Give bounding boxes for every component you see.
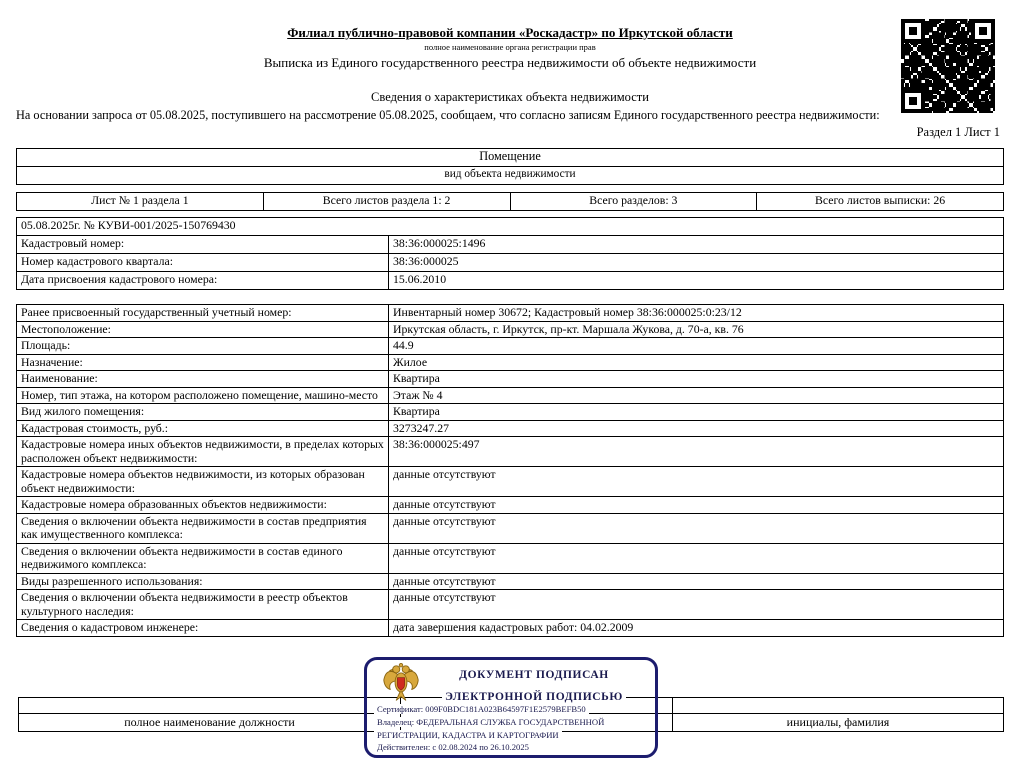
org-title: Филиал публично-правовой компании «Роскадастр» по Иркутской области xyxy=(287,25,733,40)
row-label: Сведения о включении объекта недвижимости в состав предприятия как имущественного комплекса: xyxy=(17,513,389,543)
table-row xyxy=(17,513,1004,543)
row-value: 44.9 xyxy=(389,338,1004,355)
row-label: Кадастровые номера объектов недвижимости, из которых образован объект недвижимости: xyxy=(17,467,389,497)
row-label: Площадь: xyxy=(17,338,389,355)
stamp-line-2: ЭЛЕКТРОННОЙ ПОДПИСЬЮ xyxy=(425,691,643,703)
stamp-certificate: Сертификат: 009F0BDC181A023B64597F1E2579BEFB50 xyxy=(374,704,648,714)
table-row xyxy=(17,371,1004,388)
stamp-owner-1: Владелец: ФЕДЕРАЛЬНАЯ СЛУЖБА ГОСУДАРСТВЕННОЙ xyxy=(374,717,648,727)
row-label: Кадастровые номера иных объектов недвижимости, в пределах которых расположен объект недвижимости: xyxy=(17,437,389,467)
qr-finder-bottom-left xyxy=(901,89,925,113)
coat-of-arms-icon xyxy=(382,662,420,704)
section-sheet-label: Раздел 1 Лист 1 xyxy=(916,125,1000,139)
sheet-number-cell: Лист № 1 раздела 1 xyxy=(17,193,264,211)
row-label: Ранее присвоенный государственный учетный номер: xyxy=(17,305,389,322)
table-row xyxy=(17,467,1004,497)
table-row xyxy=(17,272,1004,290)
row-label: Номер, тип этажа, на котором расположено помещение, машино-место xyxy=(17,387,389,404)
signature-stamp xyxy=(364,657,658,758)
stamp-line-1: ДОКУМЕНТ ПОДПИСАН xyxy=(425,669,643,681)
org-subtitle: полное наименование органа регистрации прав xyxy=(424,42,596,52)
row-value: Квартира xyxy=(389,371,1004,388)
row-value: Иркутская область, г. Иркутск, пр-кт. Маршала Жукова, д. 70-а, кв. 76 xyxy=(389,321,1004,338)
row-label: Сведения о включении объекта недвижимости в реестр объектов культурного наследия: xyxy=(17,590,389,620)
row-value: Квартира xyxy=(389,404,1004,421)
row-value: данные отсутствуют xyxy=(389,513,1004,543)
table-row xyxy=(17,404,1004,421)
qr-finder-top-left xyxy=(901,19,925,43)
row-value: Инвентарный номер 30672; Кадастровый номер 38:36:000025:0:23/12 xyxy=(389,305,1004,322)
request-number-table xyxy=(16,217,1004,290)
table-row xyxy=(17,305,1004,322)
row-label: Кадастровая стоимость, руб.: xyxy=(17,420,389,437)
row-value: дата завершения кадастровых работ: 04.02.2009 xyxy=(389,620,1004,637)
row-label: Сведения о кадастровом инженере: xyxy=(17,620,389,637)
table-row xyxy=(17,338,1004,355)
row-value: 15.06.2010 xyxy=(389,272,1004,290)
table-row xyxy=(17,236,1004,254)
row-value: данные отсутствуют xyxy=(389,467,1004,497)
table-row xyxy=(17,387,1004,404)
row-label: Кадастровые номера образованных объектов недвижимости: xyxy=(17,497,389,514)
name-caption: инициалы, фамилия xyxy=(673,714,1004,732)
object-type-caption: вид объекта недвижимости xyxy=(17,167,1004,185)
table-row xyxy=(17,420,1004,437)
sheets-summary-table xyxy=(16,192,1004,211)
row-value: данные отсутствуют xyxy=(389,543,1004,573)
table-row xyxy=(17,497,1004,514)
sections-total-cell: Всего разделов: 3 xyxy=(510,193,757,211)
row-value: Этаж № 4 xyxy=(389,387,1004,404)
row-label: Наименование: xyxy=(17,371,389,388)
row-value: 3273247.27 xyxy=(389,420,1004,437)
signature-position-cell xyxy=(19,698,401,714)
row-value: данные отсутствуют xyxy=(389,590,1004,620)
request-basis-line: На основании запроса от 05.08.2025, поступившего на рассмотрение 05.08.2025, сообщаем, что согласно записям Единого государственного реестра недвижимости: xyxy=(16,108,880,122)
section-title: Сведения о характеристиках объекта недвижимости xyxy=(371,90,649,104)
table-row xyxy=(17,354,1004,371)
row-label: Номер кадастрового квартала: xyxy=(17,254,389,272)
table-row xyxy=(17,254,1004,272)
stamp-owner-2: РЕГИСТРАЦИИ, КАДАСТРА И КАРТОГРАФИИ xyxy=(374,730,648,740)
signature-name-cell xyxy=(673,698,1004,714)
document-title: Выписка из Единого государственного реестра недвижимости об объекте недвижимости xyxy=(263,55,757,70)
characteristics-table xyxy=(16,304,1004,637)
row-value: 38:36:000025:497 xyxy=(389,437,1004,467)
section-sheets-total-cell: Всего листов раздела 1: 2 xyxy=(263,193,510,211)
object-type-value: Помещение xyxy=(17,149,1004,167)
qr-finder-top-right xyxy=(971,19,995,43)
stamp-validity: Действителен: с 02.08.2024 по 26.10.2025 xyxy=(374,742,648,752)
row-label: Виды разрешенного использования: xyxy=(17,573,389,590)
position-caption: полное наименование должности xyxy=(19,714,401,732)
table-row xyxy=(17,218,1004,236)
table-row xyxy=(17,321,1004,338)
row-label: Местоположение: xyxy=(17,321,389,338)
table-row xyxy=(17,620,1004,637)
row-label: Назначение: xyxy=(17,354,389,371)
table-row xyxy=(17,193,1004,211)
extract-sheets-total-cell: Всего листов выписки: 26 xyxy=(757,193,1004,211)
row-value: данные отсутствуют xyxy=(389,497,1004,514)
table-row xyxy=(17,543,1004,573)
table-row xyxy=(17,573,1004,590)
row-value: 38:36:000025:1496 xyxy=(389,236,1004,254)
row-label: Дата присвоения кадастрового номера: xyxy=(17,272,389,290)
row-value: 38:36:000025 xyxy=(389,254,1004,272)
row-label: Сведения о включении объекта недвижимости в состав единого недвижимого комплекса: xyxy=(17,543,389,573)
qr-code xyxy=(901,19,995,113)
object-type-table xyxy=(16,148,1004,185)
row-label: Кадастровый номер: xyxy=(17,236,389,254)
row-label: Вид жилого помещения: xyxy=(17,404,389,421)
table-row xyxy=(17,590,1004,620)
row-value: Жилое xyxy=(389,354,1004,371)
row-value: данные отсутствуют xyxy=(389,573,1004,590)
request-number-cell: 05.08.2025г. № КУВИ-001/2025-150769430 xyxy=(17,218,1004,236)
table-row xyxy=(17,437,1004,467)
